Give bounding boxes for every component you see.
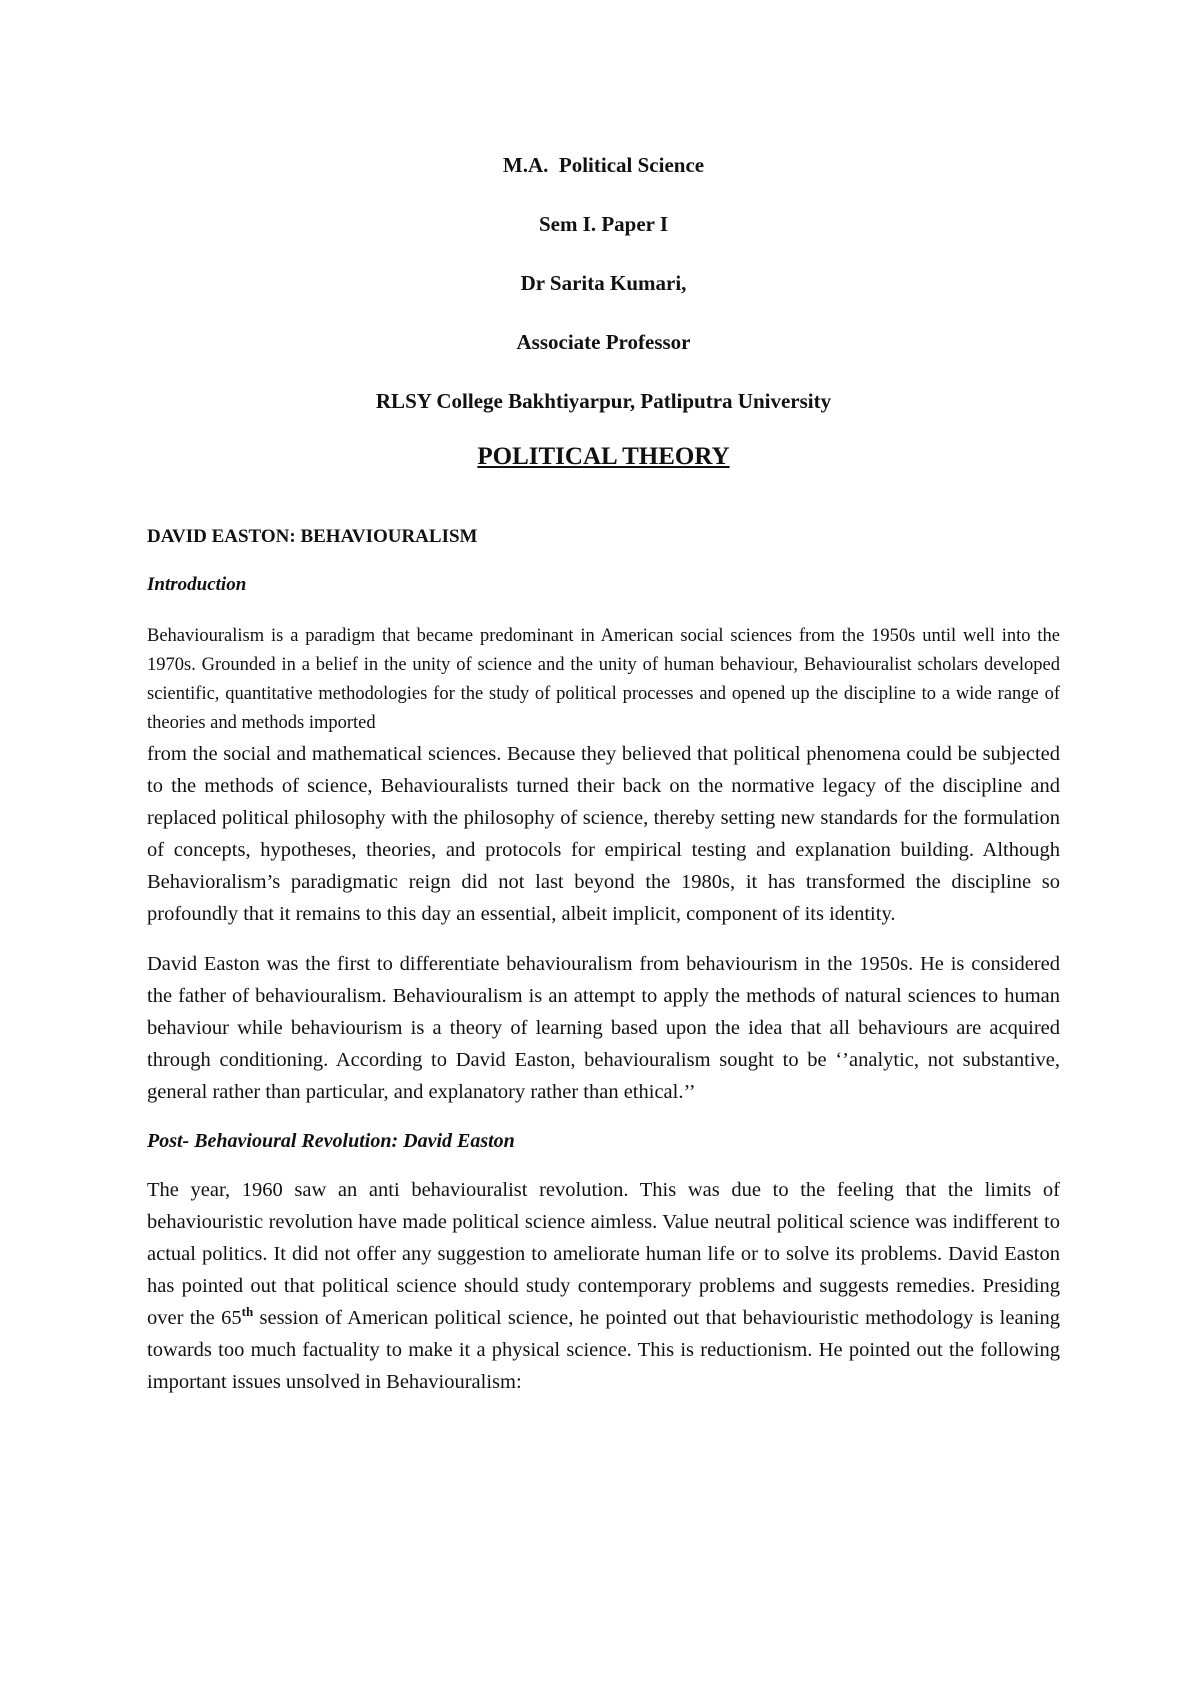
easton-paragraph: David Easton was the first to differentiate behaviouralism from behaviourism in the 1950s. He is considered the father of behaviouralism. Behaviouralism is an attempt to apply the methods of natural sciences to human behaviour while behaviourism is a theory of learning based upon the idea that all behaviours are acquired through conditioning. According to David Easton, behaviouralism sought to be ‘’analytic, not substantive, general rather than particular, and explanatory rather than ethical.’’ — [147, 953, 1060, 1103]
section-heading: DAVID EASTON: BEHAVIOURALISM — [147, 526, 478, 547]
post-behavioural-heading: Post- Behavioural Revolution: David Easton — [147, 1130, 515, 1152]
post-paragraph-text-2: session of American political science, he pointed out that behaviouristic methodology is leaning towards too much factuality to make it a physical science. This is reductionism. He pointed out the following important issues unsolved in Behaviouralism: — [147, 1307, 1060, 1393]
post-paragraph-text-1: The year, 1960 saw an anti behaviouralist revolution. This was due to the feeling that the limits of behaviouristic revolution have made political science aimless. Value neutral political science was indifferent to actual politics. It did not offer any suggestion to ameliorate human life or to solve its problems. David Easton has pointed out that political science should study contemporary problems and suggests remedies. Presiding over the 65 — [147, 1179, 1060, 1329]
introduction-heading: Introduction — [147, 574, 247, 595]
introduction-paragraph-part-2: from the social and mathematical sciences. Because they believed that political phenomena could be subjected to the methods of science, Behaviouralists turned their back on the normative legacy of the discipline and replaced political philosophy with the philosophy of science, thereby setting new standards for the formulation of concepts, hypotheses, theories, and protocols for empirical testing and explanation building. Although Behavioralism’s paradigmatic reign did not last beyond the 1980s, it has transformed the discipline so profoundly that it remains to this day an essential, albeit implicit, component of its identity. — [147, 743, 1060, 925]
introduction-paragraph-part-1: Behaviouralism is a paradigm that became predominant in American social sciences from the 1950s until well into the 1970s. Grounded in a belief in the unity of science and the unity of human behaviour, Behaviouralist scholars developed scientific, quantitative methodologies for the study of political processes and opened up the discipline to a wide range of theories and methods imported — [147, 626, 1060, 733]
institution-name: RLSY College Bakhtiyarpur, Patliputra University — [375, 389, 832, 413]
post-behavioural-paragraph — [147, 1174, 1060, 1398]
course-title: M.A. Political Science — [502, 153, 705, 177]
introduction-paragraph — [147, 622, 1060, 930]
ordinal-superscript: th — [241, 1304, 254, 1320]
author-designation: Associate Professor — [516, 330, 691, 354]
document-header — [147, 0, 1060, 416]
page-title: POLITICAL THEORY — [477, 443, 730, 470]
author-name: Dr Sarita Kumari, — [520, 271, 687, 295]
semester-paper: Sem I. Paper I — [538, 212, 669, 236]
